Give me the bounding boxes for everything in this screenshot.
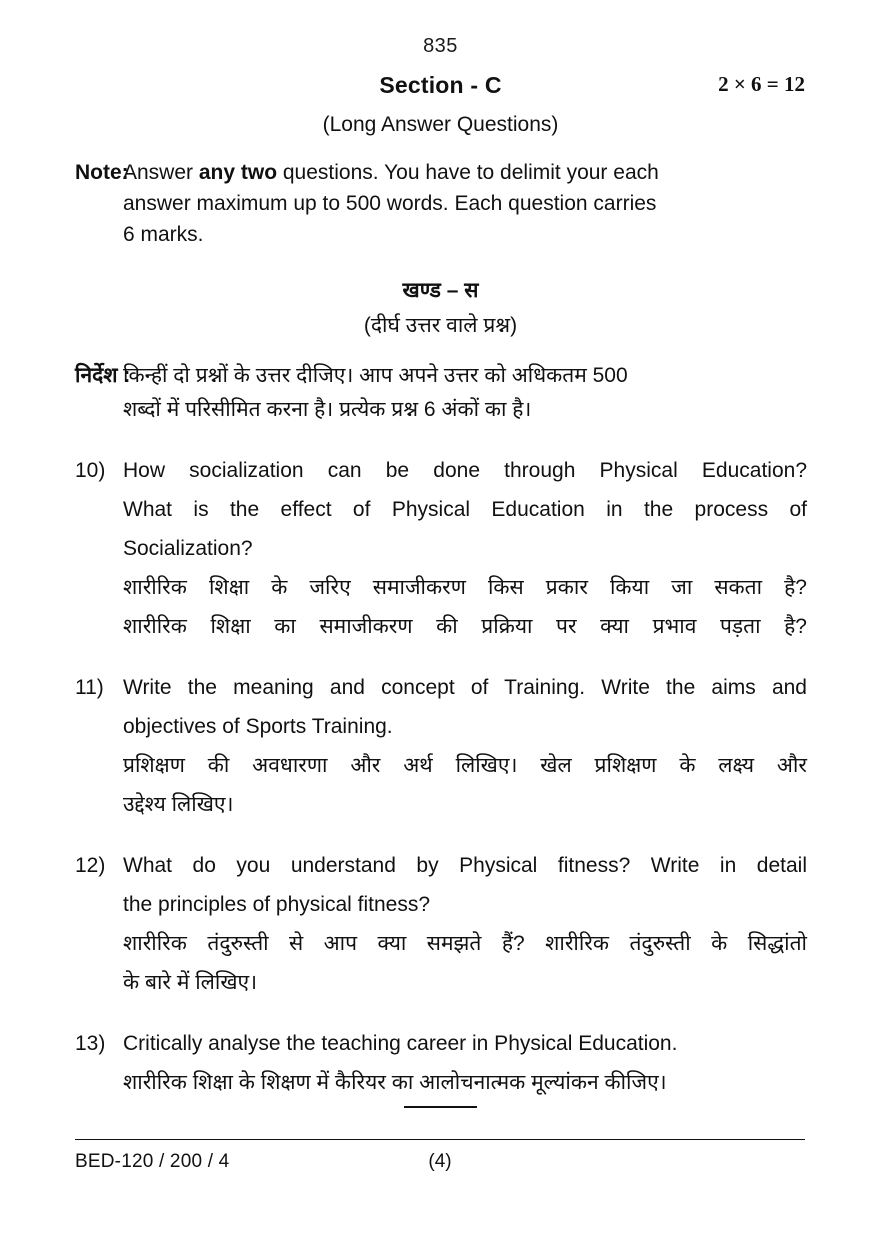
question-number: 13) <box>75 1032 106 1056</box>
question-item <box>75 1024 807 1102</box>
question-hindi-line: प्रशिक्षण की अवधारणा और अर्थ लिखिए। खेल प्रशिक्षण के लक्ष्य और <box>123 754 807 778</box>
question-hindi-line: शारीरिक शिक्षा के जरिए समाजीकरण किस प्रकार किया जा सकता है? <box>123 576 807 600</box>
note-text-line-2: answer maximum up to 500 words. Each question carries <box>123 192 657 215</box>
section-title-hindi: खण्ड – स <box>402 279 479 302</box>
question-number: 12) <box>75 854 106 878</box>
footer-page-number: (4) <box>428 1151 452 1172</box>
note-hindi-label: निर्देश : <box>75 364 131 388</box>
question-english-line: Write the meaning and concept of Training. Write the aims and <box>123 676 807 700</box>
note-text-suffix: questions. You have to delimit your each <box>277 161 659 184</box>
note-text-emphasis: any two <box>198 161 278 184</box>
section-subtitle-english: (Long Answer Questions) <box>322 113 559 136</box>
note-text-line-1 <box>123 157 807 188</box>
question-hindi-line: के बारे में लिखिए। <box>123 971 258 995</box>
note-label: Note: <box>75 161 129 184</box>
note-text-line-3: 6 marks. <box>123 223 204 246</box>
question-list <box>0 451 881 1102</box>
question-hindi-line: शारीरिक शिक्षा के शिक्षण में कैरियर का आलोचनात्मक मूल्यांकन कीजिए। <box>123 1071 667 1095</box>
section-subtitle-hindi: (दीर्घ उत्तर वाले प्रश्न) <box>363 314 518 338</box>
footer-paper-code: BED-120 / 200 / 4 <box>75 1151 230 1172</box>
question-number: 10) <box>75 459 106 483</box>
question-item <box>75 846 807 1002</box>
question-english-line: How socialization can be done through Physical Education? <box>123 459 807 483</box>
page-footer <box>75 1139 805 1175</box>
question-item <box>75 668 807 824</box>
question-english-line: Socialization? <box>123 537 253 561</box>
question-english-line: Critically analyse the teaching career in Physical Education. <box>123 1032 678 1056</box>
note-line-3 <box>75 219 807 250</box>
question-hindi-line: शारीरिक शिक्षा का समाजीकरण की प्रक्रिया पर क्या प्रभाव पड़ता है? <box>123 615 807 639</box>
note-text-prefix: Answer <box>123 161 199 184</box>
question-hindi-line: शारीरिक तंदुरुस्ती से आप क्या समझते हैं? शारीरिक तंदुरुस्ती के सिद्धांतो <box>123 932 807 956</box>
question-english-line: What do you understand by Physical fitness? Write in detail <box>123 854 807 878</box>
section-marks-annotation: 2 × 6 = 12 <box>718 72 805 96</box>
question-english-line: objectives of Sports Training. <box>123 715 393 739</box>
footer-row <box>75 1149 805 1175</box>
section-heading-row <box>0 74 881 104</box>
note-line-1 <box>75 157 807 188</box>
note-hindi-text-line-1: किन्हीं दो प्रश्नों के उत्तर दीजिए। आप अपने उत्तर को अधिकतम 500 <box>123 364 628 388</box>
note-hindi-text-line-2: शब्दों में परिसीमित करना है। प्रत्येक प्रश्न 6 अंकों का है। <box>123 398 532 422</box>
question-item <box>75 451 807 646</box>
question-english-line: the principles of physical fitness? <box>123 893 430 917</box>
note-hindi-line-1 <box>75 359 807 393</box>
page-top-number: 835 <box>423 35 458 57</box>
end-of-section-rule <box>404 1106 477 1108</box>
note-block-hindi <box>0 359 881 427</box>
section-title-english: Section - C <box>379 72 502 98</box>
note-hindi-line-2 <box>75 393 807 427</box>
question-hindi-line: उद्देश्य लिखिए। <box>123 793 234 817</box>
question-english-line: What is the effect of Physical Education in the process of <box>123 498 807 522</box>
note-line-2 <box>75 188 807 219</box>
question-number: 11) <box>75 676 104 700</box>
note-block-english <box>0 157 881 250</box>
end-of-section-rule-wrap <box>0 1098 881 1116</box>
